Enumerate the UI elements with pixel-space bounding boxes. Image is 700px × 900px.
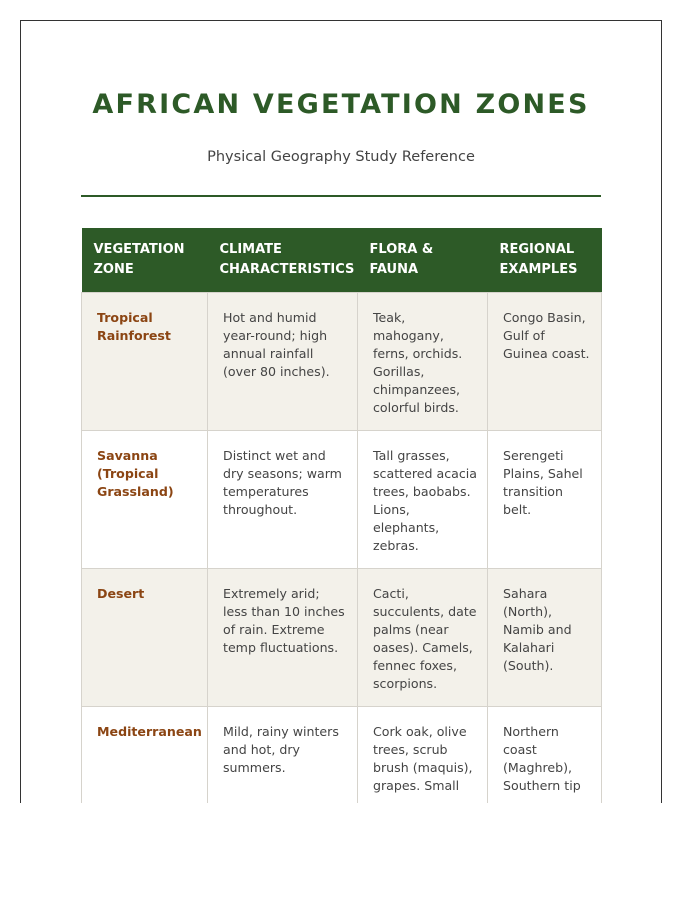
column-header-vegetation-zone: VEGETATION ZONE — [82, 228, 208, 293]
document-page — [20, 20, 662, 803]
climate-cell: Extremely arid; less than 10 inches of rain. Extreme temp fluctuations. — [208, 569, 358, 707]
page-subtitle: Physical Geography Study Reference — [207, 149, 475, 165]
climate-cell: Hot and humid year-round; high annual rainfall (over 80 inches). — [208, 293, 358, 431]
zone-name-cell: Desert — [82, 569, 208, 707]
vegetation-zones-table — [81, 228, 602, 803]
regions-cell: Congo Basin, Gulf of Guinea coast. — [488, 293, 602, 431]
flora-fauna-cell: Teak, mahogany, ferns, orchids. Gorillas, chimpanzees, colorful birds. — [358, 293, 488, 431]
header-divider — [81, 195, 601, 197]
zone-name-cell: Savanna (Tropical Grassland) — [82, 431, 208, 569]
flora-fauna-cell: Tall grasses, scattered acacia trees, baobabs. Lions, elephants, zebras. — [358, 431, 488, 569]
column-header-flora-fauna: FLORA & FAUNA — [358, 228, 488, 293]
page-title: AFRICAN VEGETATION ZONES — [92, 89, 590, 120]
table-header-row — [82, 228, 602, 293]
table-row — [82, 431, 602, 569]
table-row — [82, 569, 602, 707]
zone-name-cell: Tropical Rainforest — [82, 293, 208, 431]
climate-cell: Mild, rainy winters and hot, dry summers. — [208, 707, 358, 804]
table-row — [82, 707, 602, 804]
regions-cell: Northern coast (Maghreb), Southern tip — [488, 707, 602, 804]
climate-cell: Distinct wet and dry seasons; warm temperatures throughout. — [208, 431, 358, 569]
table-row — [82, 293, 602, 431]
regions-cell: Serengeti Plains, Sahel transition belt. — [488, 431, 602, 569]
flora-fauna-cell: Cork oak, olive trees, scrub brush (maquis), grapes. Small — [358, 707, 488, 804]
regions-cell: Sahara (North), Namib and Kalahari (South). — [488, 569, 602, 707]
column-header-climate: CLIMATE CHARACTERISTICS — [208, 228, 358, 293]
flora-fauna-cell: Cacti, succulents, date palms (near oases). Camels, fennec foxes, scorpions. — [358, 569, 488, 707]
zone-name-cell: Mediterranean — [82, 707, 208, 804]
column-header-regional-examples: REGIONAL EXAMPLES — [488, 228, 602, 293]
